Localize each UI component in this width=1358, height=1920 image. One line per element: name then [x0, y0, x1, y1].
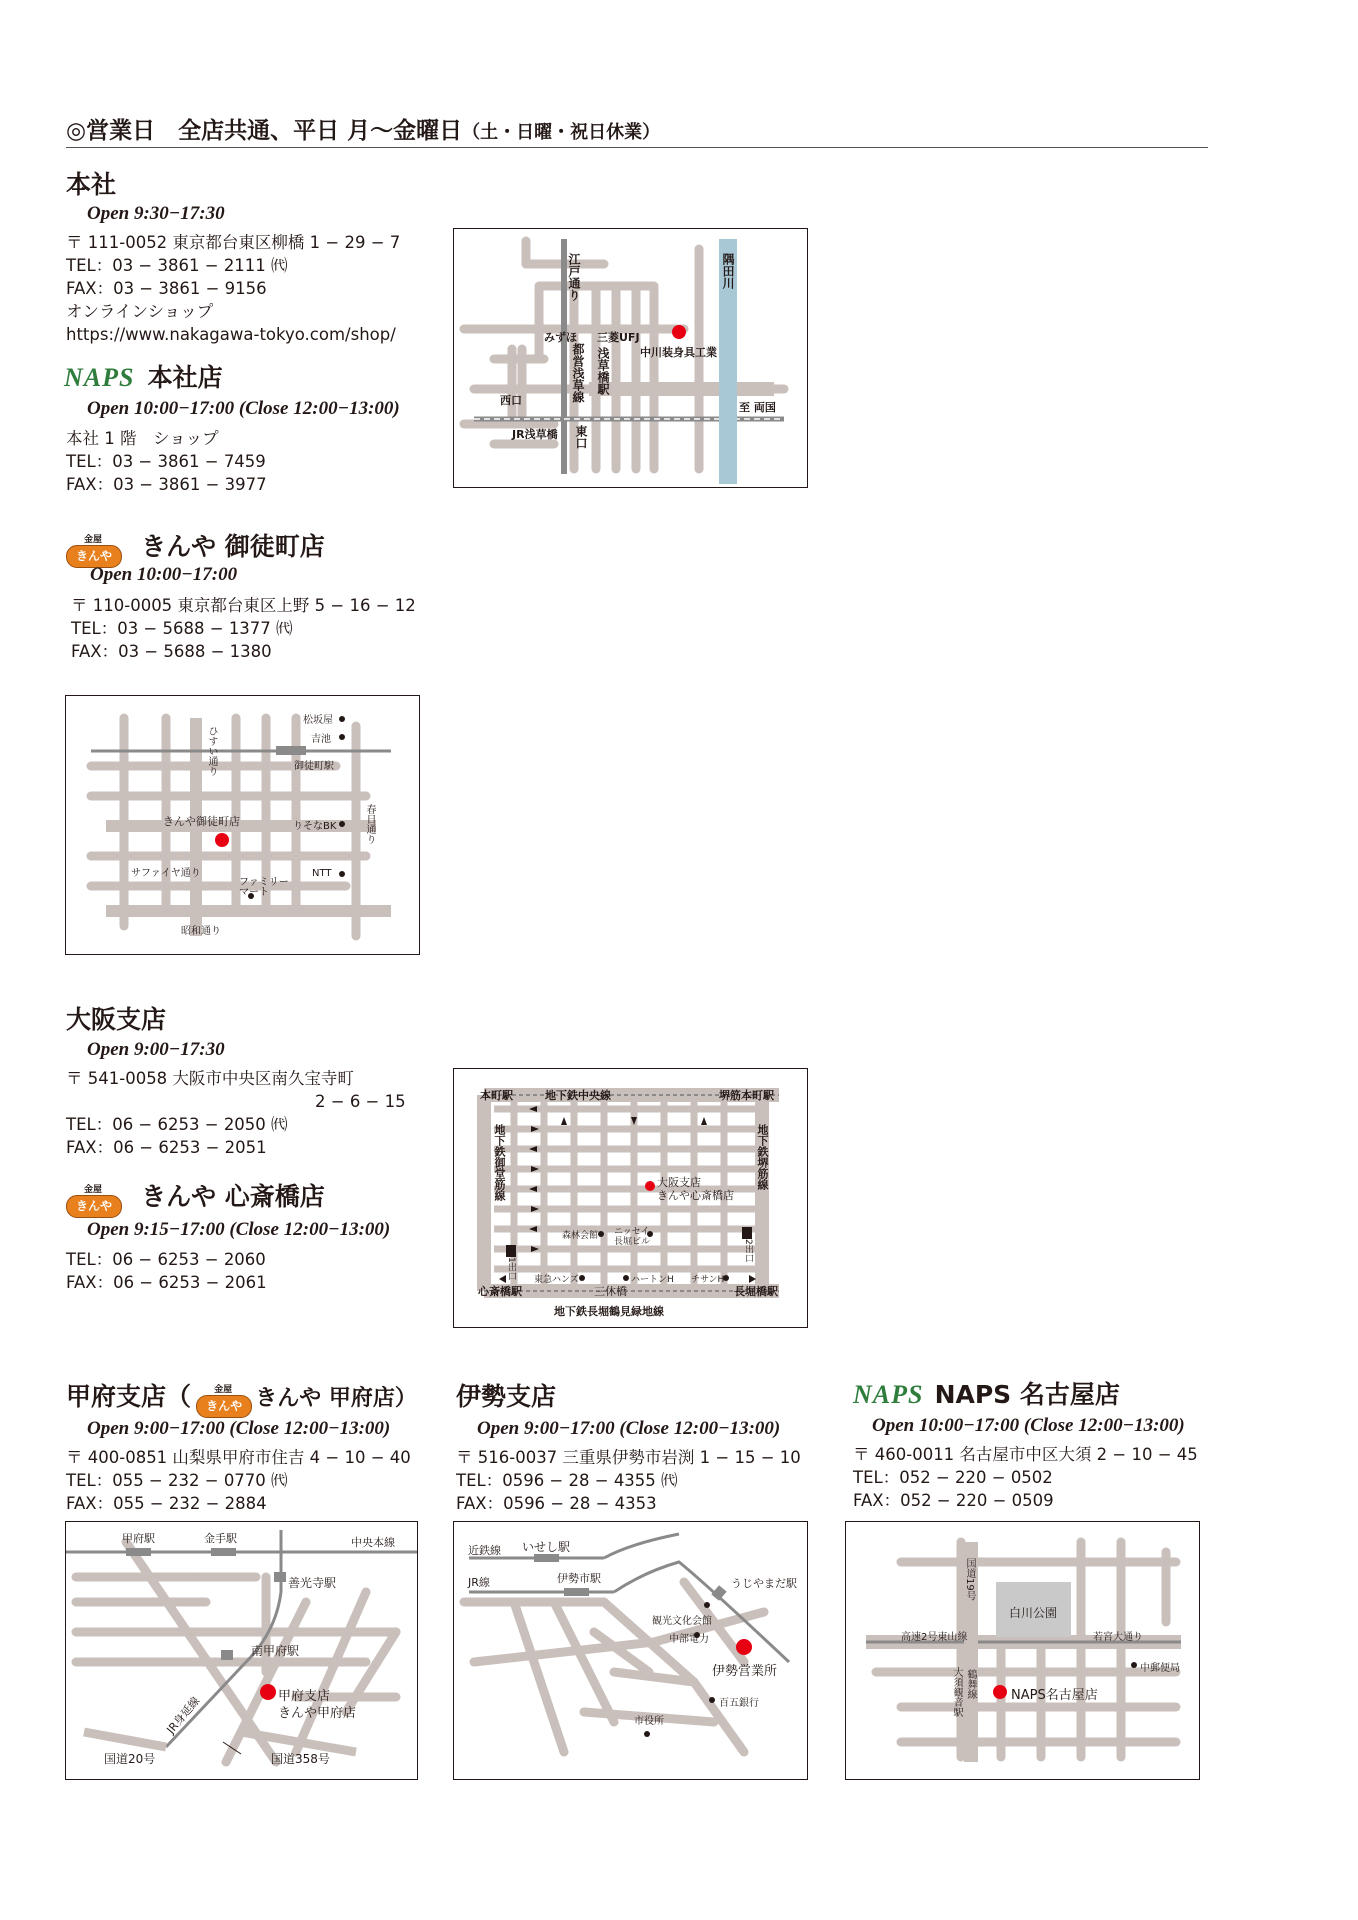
naps-logo: NAPS — [64, 363, 135, 392]
chisun-label: チサンH — [691, 1275, 725, 1285]
city-hall-label: 市役所 — [634, 1716, 664, 1727]
kinya-shinsaibashi-heading — [66, 1177, 325, 1218]
kofu-tel: TEL：055 − 232 − 0770 ㈹ — [66, 1471, 288, 1490]
kofu-heading — [66, 1377, 417, 1418]
osaka-address-2: 2 − 6 − 15 — [315, 1092, 406, 1111]
osu-kannon-station-label: 大須観音駅 — [951, 1667, 962, 1717]
kinya-shinsaibashi-fax: FAX：06 − 6253 − 2061 — [66, 1273, 267, 1292]
jr-asakusabashi-label: JR浅草橋 — [512, 428, 558, 441]
osaka-shop-label: 大阪支店 — [657, 1176, 701, 1189]
kinya-shinsaibashi-map-label: きんや心斎橋店 — [657, 1189, 734, 1202]
morin-kaikan-label: 森林会館 — [562, 1231, 599, 1241]
ise-map-roads — [454, 1522, 807, 1779]
kinya-shinsaibashi-title: きんや 心斎橋店 — [141, 1182, 325, 1211]
chubu-electric-label: 中部電力 — [669, 1634, 709, 1645]
osaka-title: 大阪支店 — [66, 1005, 167, 1034]
shirakawa-park-label: 白川公園 — [1009, 1606, 1058, 1620]
honsha-tel: TEL：03 − 3861 − 2111 ㈹ — [66, 256, 288, 275]
kinya-logo: 金屋 きんや — [66, 534, 120, 568]
naps-honsha-title: 本社店 — [147, 363, 223, 392]
minami-kofu-station-label: 南甲府駅 — [251, 1644, 300, 1658]
hisui-dori-label: ひすい通り — [206, 726, 217, 776]
nagoya-title: NAPS 名古屋店 — [934, 1380, 1120, 1409]
kintetsu-line-label: 近鉄線 — [468, 1544, 501, 1557]
okachimachi-station-label: 御徒町駅 — [294, 761, 334, 772]
kofu-open: Open 9:00−17:00 (Close 12:00−13:00) — [87, 1418, 391, 1439]
naps-logo: NAPS — [853, 1380, 924, 1409]
ise-fax: FAX：0596 − 28 − 4353 — [456, 1494, 657, 1513]
asakusabashi-station-label: 浅草橋駅 — [596, 347, 610, 395]
honsha-title: 本社 — [66, 170, 117, 199]
route-358-label: 国道358号 — [271, 1752, 330, 1766]
ise-address: 〒 516-0037 三重県伊勢市岩渕 1 − 15 − 10 — [456, 1448, 801, 1467]
toei-line-label: 都営浅草線 — [571, 343, 585, 403]
kofu-map-roads — [66, 1522, 417, 1779]
nagoya-fax: FAX：052 − 220 − 0509 — [853, 1491, 1054, 1510]
minobu-line-label: JR身延線 — [164, 1694, 203, 1737]
ise-title: 伊勢支店 — [456, 1382, 557, 1411]
kinya-okachimachi-open: Open 10:00−17:00 — [90, 564, 238, 585]
familymart-label: ファミリーマート — [239, 877, 289, 898]
nagoya-map-roads — [846, 1522, 1199, 1779]
kinya-okachimachi-fax: FAX：03 − 5688 − 1380 — [71, 642, 272, 661]
kanate-station-label: 金手駅 — [204, 1532, 237, 1545]
nissei-label: ニッセイ — [614, 1227, 650, 1237]
business-days-header: ◎営業日 全店共通、平日 月〜金曜日（土・日曜・祝日休業） — [66, 118, 661, 144]
header-rule — [66, 147, 1208, 148]
mufg-label: 三菱UFJ — [597, 331, 640, 344]
kasuga-dori-label: 春日通り — [364, 804, 375, 844]
kanko-bunka-label: 観光文化会館 — [652, 1616, 712, 1627]
ryogoku-label: 至 両国 — [739, 401, 776, 414]
ise-map — [453, 1521, 808, 1780]
kofu-address: 〒 400-0851 山梨県甲府市住吉 4 − 10 − 40 — [66, 1448, 411, 1467]
naps-nagoya-map-label: NAPS名古屋店 — [1011, 1688, 1098, 1703]
resona-label: りそなBK — [293, 821, 337, 832]
sankyubashi-label: 三休橋 — [594, 1285, 627, 1298]
hearton-label: ハートンH — [631, 1275, 674, 1285]
nagoya-open: Open 10:00−17:00 (Close 12:00−13:00) — [872, 1415, 1185, 1436]
naka-post-office-label: 中郵便局 — [1140, 1663, 1180, 1674]
kofu-station-label: 甲府駅 — [122, 1532, 155, 1545]
osaka-tel: TEL：06 − 6253 − 2050 ㈹ — [66, 1115, 288, 1134]
honmachi-station-label: 本町駅 — [480, 1089, 513, 1102]
east-exit-label: 東口 — [574, 425, 588, 449]
nakagawa-label: 中川装身具工業 — [640, 346, 717, 359]
showa-dori-label: 昭和通り — [181, 926, 221, 937]
honsha-map-roads — [454, 229, 807, 487]
sakaisuji-line-label: 地下鉄堺筋線 — [756, 1124, 769, 1190]
wakamiya-dori-label: 若宮大通り — [1093, 1632, 1143, 1643]
sakaisuji-honmachi-label: 堺筋本町駅 — [719, 1089, 774, 1102]
route-19-label: 国道19号 — [964, 1558, 975, 1601]
ise-open: Open 9:00−17:00 (Close 12:00−13:00) — [477, 1418, 781, 1439]
nissei-nagahori-label: 長堀ビル — [614, 1237, 651, 1247]
nagoya-tel: TEL：052 − 220 − 0502 — [853, 1468, 1053, 1487]
honsha-open: Open 9:30−17:30 — [87, 203, 225, 224]
kinya-okachimachi-address: 〒 110-0005 東京都台東区上野 5 − 16 − 12 — [71, 596, 416, 615]
west-exit-label: 西口 — [500, 394, 522, 407]
midosuji-line-label: 地下鉄御堂筋線 — [493, 1124, 506, 1201]
naps-honsha-tel: TEL：03 − 3861 − 7459 — [66, 452, 266, 471]
chuo-line-label: 地下鉄中央線 — [545, 1089, 611, 1102]
naps-honsha-fax: FAX：03 − 3861 − 3977 — [66, 475, 267, 494]
iseshi-station-kintetsu-label: いせし駅 — [522, 1540, 571, 1554]
tokyu-hands-label: 東急ハンズ — [534, 1275, 579, 1285]
kinya-okachimachi-heading — [66, 527, 325, 568]
nagahoribashi-station-label: 長堀橋駅 — [734, 1285, 778, 1298]
yoshiike-label: 吉池 — [311, 734, 331, 745]
jr-line-label: JR線 — [468, 1576, 490, 1589]
exit-2-label: 2出口 — [743, 1239, 753, 1263]
kinya-okachimachi-tel: TEL：03 − 5688 − 1377 ㈹ — [71, 619, 293, 638]
mizuho-label: みずほ — [544, 331, 577, 344]
online-shop-url[interactable]: https://www.nakagawa-tokyo.com/shop/ — [66, 325, 396, 344]
sumida-river-label: 隅田川 — [721, 253, 735, 289]
osaka-map — [453, 1068, 808, 1328]
ujiyamada-station-label: うじやまだ駅 — [731, 1577, 797, 1590]
kinya-shinsaibashi-open: Open 9:15−17:00 (Close 12:00−13:00) — [87, 1219, 391, 1240]
edo-dori-label: 江戸通り — [567, 253, 581, 301]
matsuzakaya-label: 松坂屋 — [303, 715, 333, 726]
kinya-okachimachi-title: きんや 御徒町店 — [141, 532, 325, 561]
kofu-fax: FAX：055 − 232 − 2884 — [66, 1494, 267, 1513]
hyakugo-bank-label: 百五銀行 — [719, 1698, 759, 1709]
kofu-title: 甲府支店（ — [66, 1382, 192, 1411]
ise-office-label: 伊勢営業所 — [712, 1664, 778, 1679]
expressway-2-label: 高速2号東山線 — [901, 1632, 968, 1643]
kinya-shinsaibashi-tel: TEL：06 − 6253 − 2060 — [66, 1250, 266, 1269]
kinya-logo: 金屋 きんや — [66, 1184, 120, 1218]
osaka-address-1: 〒 541-0058 大阪市中央区南久宝寺町 — [66, 1069, 354, 1088]
nagoya-map — [845, 1521, 1200, 1780]
ise-station-label: 伊勢市駅 — [557, 1572, 601, 1585]
kofu-map — [65, 1521, 418, 1780]
sapphire-dori-label: サファイヤ通り — [131, 868, 201, 879]
exit-1-label: 1出口 — [506, 1257, 516, 1281]
tsurumai-line-label: 鶴舞線 — [965, 1669, 976, 1699]
chuo-main-line-label: 中央本線 — [351, 1536, 395, 1549]
shinsaibashi-station-label: 心斎橋駅 — [478, 1285, 522, 1298]
naps-honsha-floor: 本社 1 階 ショップ — [66, 429, 219, 448]
ntt-label: NTT — [312, 868, 332, 879]
naps-honsha-heading — [64, 358, 223, 394]
zenkoji-station-label: 善光寺駅 — [288, 1576, 337, 1590]
nagoya-heading — [853, 1375, 1120, 1411]
online-shop-label: オンラインショップ — [66, 302, 214, 321]
kinya-kofu-map-label: きんや甲府店 — [278, 1706, 357, 1721]
honsha-map — [453, 228, 808, 488]
honsha-fax: FAX：03 − 3861 − 9156 — [66, 279, 267, 298]
nagoya-address: 〒 460-0011 名古屋市中区大須 2 − 10 − 45 — [853, 1445, 1198, 1464]
honsha-address: 〒 111-0052 東京都台東区柳橋 1 − 29 − 7 — [66, 233, 401, 252]
kinya-kofu-title: きんや 甲府店） — [255, 1386, 417, 1411]
kinya-okachimachi-map-label: きんや御徒町店 — [163, 815, 240, 828]
osaka-fax: FAX：06 − 6253 − 2051 — [66, 1138, 267, 1157]
ise-tel: TEL：0596 − 28 − 4355 ㈹ — [456, 1471, 678, 1490]
kinya-logo: 金屋 きんや — [196, 1384, 250, 1418]
naps-honsha-open: Open 10:00−17:00 (Close 12:00−13:00) — [87, 398, 400, 419]
osaka-open: Open 9:00−17:30 — [87, 1039, 225, 1060]
nagahori-line-label: 地下鉄長堀鶴見緑地線 — [554, 1305, 664, 1318]
kofu-shop-label: 甲府支店 — [278, 1689, 331, 1704]
okachimachi-map — [65, 695, 420, 955]
route-20-label: 国道20号 — [104, 1752, 156, 1766]
